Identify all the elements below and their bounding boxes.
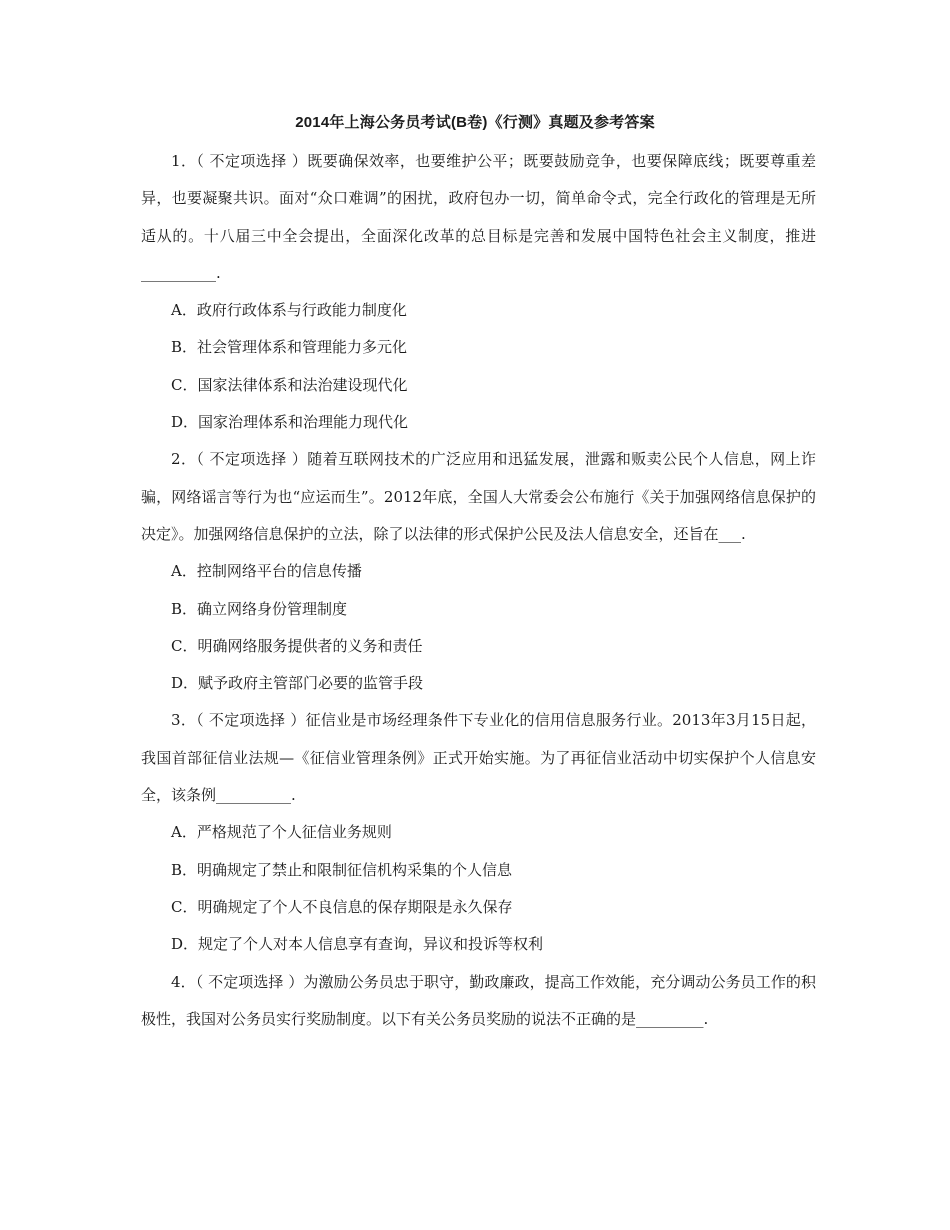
option-d: D．赋予政府主管部门必要的监管手段 — [171, 674, 424, 693]
document-body — [141, 143, 816, 1038]
option-b: B．明确规定了禁止和限制征信机构采集的个人信息 — [171, 860, 513, 879]
option-a: A．政府行政体系与行政能力制度化 — [171, 301, 407, 320]
option-a: A．严格规范了个人征信业务规则 — [171, 823, 392, 842]
question-stem: 4．（ 不定项选择 ）为激励公务员忠于职守，勤政廉政，提高工作效能，充分调动公务员工作的积极性，我国对公务员实行奖励制度。以下有关公务员奖励的说法不正确的是_________. — [141, 972, 816, 1028]
question-1 — [141, 143, 816, 441]
question-3 — [141, 702, 816, 963]
option-c: C．明确规定了个人不良信息的保存期限是永久保存 — [171, 897, 513, 916]
option-c: C．明确网络服务提供者的义务和责任 — [171, 636, 423, 655]
option-d: D．规定了个人对本人信息享有查询，异议和投诉等权利 — [171, 935, 544, 954]
question-4 — [141, 964, 816, 1039]
option-c: C．国家法律体系和法治建设现代化 — [171, 375, 408, 394]
option-d: D．国家治理体系和治理能力现代化 — [171, 413, 409, 432]
option-a: A．控制网络平台的信息传播 — [171, 562, 362, 581]
option-b: B．社会管理体系和管理能力多元化 — [171, 338, 408, 357]
question-stem: 2．（ 不定项选择 ）随着互联网技术的广泛应用和迅猛发展，泄露和贩卖公民个人信息，网上诈骗，网络谣言等行为也“应运而生”。2012年底，全国人大常委会公布施行《关于加强网络信息保护的决定》。加强网络信息保护的立法，除了以法律的形式保护公民及法人信息安全，还旨在___. — [141, 450, 816, 543]
question-stem: 3．（ 不定项选择 ）征信业是市场经理条件下专业化的信用信息服务行业。2013年3月15日起，我国首部征信业法规—《征信业管理条例》正式开始实施。为了再征信业活动中切实保护个人信息安全，该条例__________. — [141, 711, 816, 805]
question-2 — [141, 441, 816, 702]
document-title: 2014年上海公务员考试(B卷)《行测》真题及参考答案 — [295, 114, 655, 131]
question-stem: 1．（ 不定项选择 ）既要确保效率，也要维护公平；既要鼓励竞争，也要保障底线；既要尊重差异，也要凝聚共识。面对“众口难调”的困扰，政府包办一切，简单命令式，完全行政化的管理是无所适从的。十八届三中全会提出，全面深化改革的总目标是完善和发展中国特色社会主义制度，推进__________. — [141, 152, 816, 282]
option-b: B．确立网络身份管理制度 — [171, 599, 348, 618]
